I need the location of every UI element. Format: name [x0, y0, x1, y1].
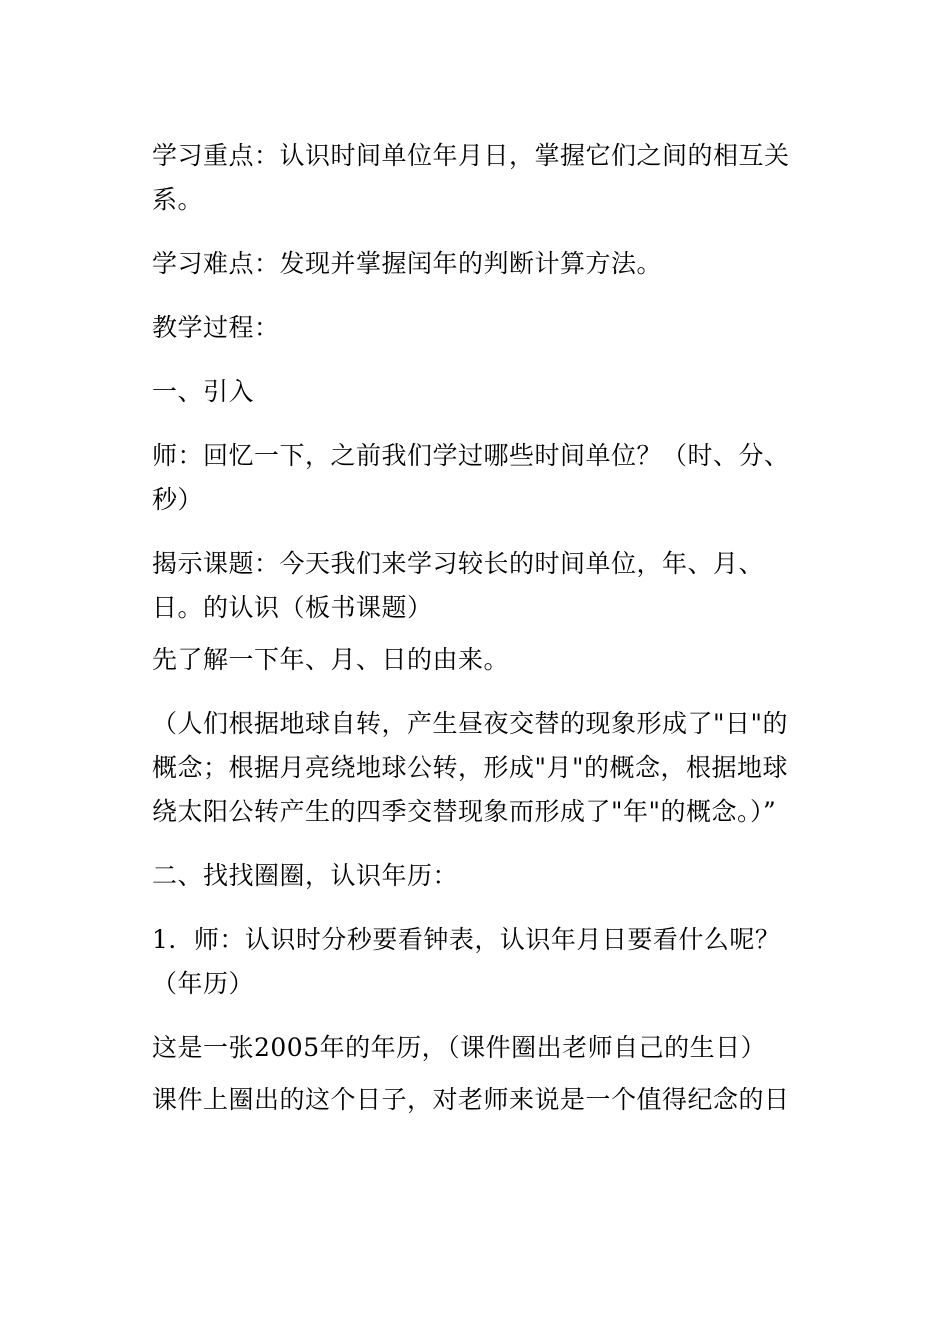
- paragraph-section-two-heading: 二、找找圈圈，认识年历：: [152, 861, 459, 890]
- paragraph-reveal-topic: 揭示课题：今天我们来学习较长的时间单位，年、月、日。的认识（板书课题）: [152, 549, 765, 622]
- paragraph-origin-intro: 先了解一下年、月、日的由来。: [152, 645, 510, 674]
- paragraph-difficulties: 学习难点：发现并掌握闰年的判断计算方法。: [152, 249, 663, 278]
- document-body: [152, 134, 812, 1142]
- paragraph-calendar-2005: 这是一张2005年的年历，（课件圈出老师自己的生日）: [152, 1033, 767, 1062]
- paragraph-section-one-heading: 一、引入: [152, 377, 255, 406]
- paragraph-teacher-question: 师：回忆一下，之前我们学过哪些时间单位？（时、分、秒）: [152, 441, 790, 514]
- paragraph-process-heading: 教学过程：: [152, 313, 280, 342]
- paragraph-origin-explanation: （人们根据地球自转，产生昼夜交替的现象形成了"日"的概念；根据月亮绕地球公转，形成"月"的概念，根据地球绕太阳公转产生的四季交替现象而形成了"年"的概念。）”: [152, 709, 789, 826]
- paragraph-calendar-question: 1．师：认识时分秒要看钟表，认识年月日要看什么呢？（年历）: [152, 925, 781, 998]
- paragraph-key-points: 学习重点：认识时间单位年月日，掌握它们之间的相互关系。: [152, 141, 790, 214]
- paragraph-memorial-day: 课件上圈出的这个日子，对老师来说是一个值得纪念的日: [152, 1085, 790, 1114]
